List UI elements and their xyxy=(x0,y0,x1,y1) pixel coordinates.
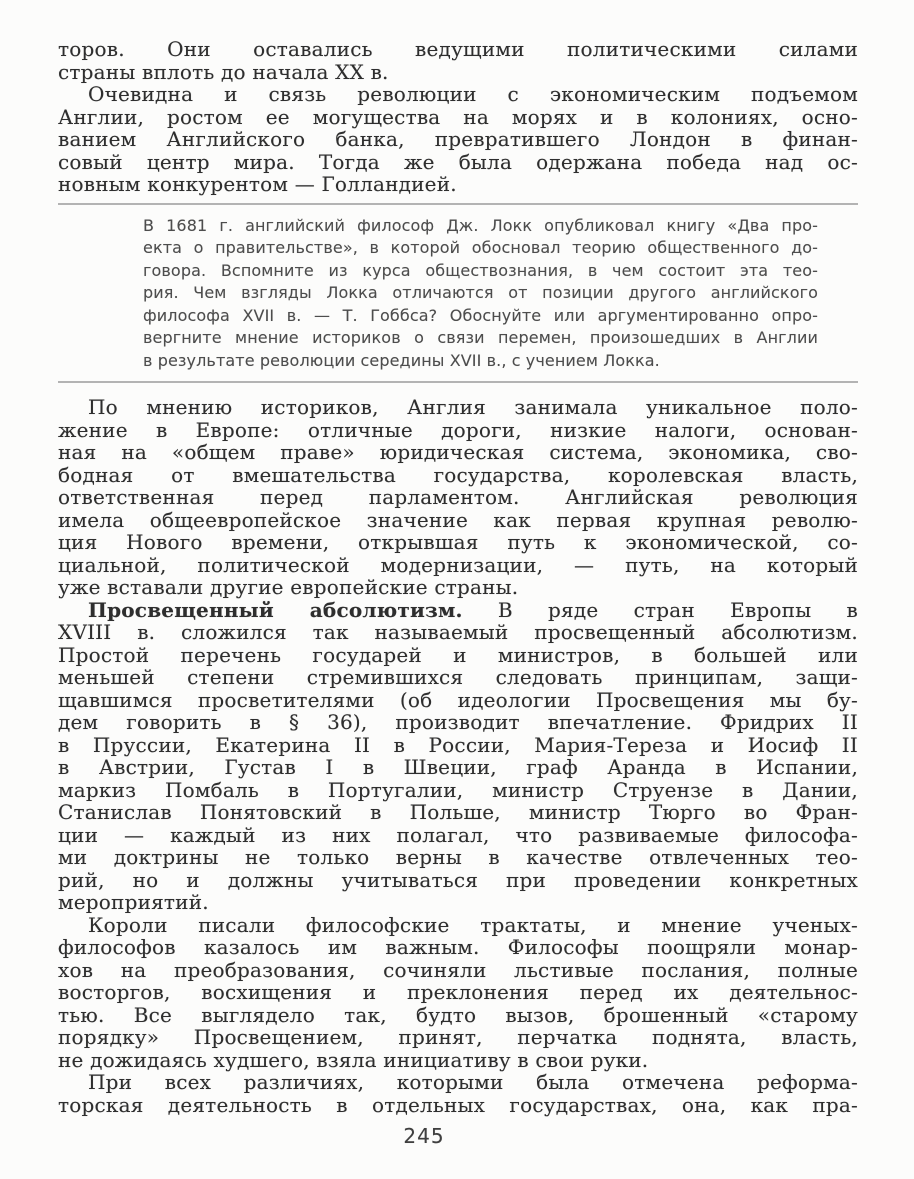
text-line: Станислав Понятовский в Польше, министр Тюрго во Фран- xyxy=(58,800,858,824)
text-line: ми доктрины не только верны в качестве отвлеченных тео- xyxy=(58,845,858,869)
paragraph xyxy=(58,599,858,914)
paragraph xyxy=(58,396,858,599)
text-line: восторгов, восхищения и преклонения перед их деятельнос- xyxy=(58,980,858,1004)
text-line: совый центр мира. Тогда же была одержана победа над ос- xyxy=(58,149,858,174)
paragraph xyxy=(58,914,858,1072)
quote-line: вергните мнение историков о связи перемен, произошедших в Англии xyxy=(143,328,818,347)
paragraph xyxy=(58,83,858,196)
paragraph xyxy=(58,38,858,83)
text-line: хов на преобразования, сочиняли льстивые послания, полные xyxy=(58,957,858,982)
text-line: имела общеевропейское значение как первая крупная револю- xyxy=(58,507,858,532)
text-line: ответственная перед парламентом. Английская революция xyxy=(58,485,858,509)
text-line: ная на «общем праве» юридическая система, экономика, сво- xyxy=(58,440,858,464)
text-line: страны вплоть до начала XX в. xyxy=(58,59,389,84)
text-line: ции — каждый из них полагал, что развиваемые философа- xyxy=(58,822,858,847)
text-line: в Австрии, Густав I в Швеции, граф Аранда в Испании, xyxy=(58,755,858,779)
text-line: не дожидаясь худшего, взяла инициативу в свои руки. xyxy=(58,1047,649,1072)
text-line: Просвещенный абсолютизм. В ряде стран Европы в xyxy=(88,597,858,622)
paragraph xyxy=(58,1071,858,1116)
text-line: мероприятий. xyxy=(58,890,209,914)
quote-line: В 1681 г. английский философ Дж. Локк опубликовал книгу «Два про- xyxy=(143,215,818,235)
section-heading: Просвещенный абсолютизм. xyxy=(88,597,463,622)
text-line: тью. Все выглядело так, будто вызов, брошенный «старому xyxy=(58,1002,858,1027)
text-line: маркиз Помбаль в Португалии, министр Струензе в Дании, xyxy=(58,777,858,802)
text-line: новным конкурентом — Голландией. xyxy=(58,172,457,196)
text-line: жение в Европе: отличные дороги, низкие налоги, основан- xyxy=(58,417,858,442)
text-line: в Пруссии, Екатерина II в России, Мария-Тереза и Иосиф II xyxy=(58,732,858,757)
text-line: философов казалось им важным. Философы поощряли монар- xyxy=(58,935,858,959)
text-line: Англии, ростом ее могущества на морях и в колониях, осно- xyxy=(58,104,858,129)
text-line: ванием Английского банка, превратившего Лондон в финан- xyxy=(58,127,858,151)
text-line: уже вставали другие европейские страны. xyxy=(58,575,519,599)
quote-line: философа XVII в. — Т. Гоббса? Обоснуйте или аргументированно опро- xyxy=(143,305,818,325)
text-line: торов. Они оставались ведущими политическими силами xyxy=(58,37,858,61)
text-line: Простой перечень государей и министров, в большей или xyxy=(58,642,858,667)
page-number: 245 xyxy=(403,1124,445,1148)
text-line: дем говорить в § 36), производит впечатление. Фридрих II xyxy=(58,710,858,734)
text-line: рий, но и должны учитываться при проведении конкретных xyxy=(58,867,858,892)
text-line: торская деятельность в отдельных государствах, она, как пра- xyxy=(58,1092,858,1117)
text-line: Короли писали философские трактаты, и мнение ученых- xyxy=(88,912,858,937)
text-line: XVIII в. сложился так называемый просвещенный абсолютизм. xyxy=(58,620,858,644)
text-line: ция Нового времени, открывшая путь к экономической, со- xyxy=(58,530,858,554)
text-line: При всех различиях, которыми была отмечена реформа- xyxy=(88,1070,858,1094)
quote-line: екта о правительстве», в которой обосновал теорию общественного до- xyxy=(143,238,818,257)
text-line: бодная от вмешательства государства, королевская власть, xyxy=(58,462,858,487)
text-column xyxy=(58,38,858,1148)
text-line: По мнению историков, Англия занимала уникальное поло- xyxy=(88,395,858,419)
question-block xyxy=(58,203,858,384)
quote-line: в результате революции середины XVII в., с учением Локка. xyxy=(143,350,660,370)
quote-line: рия. Чем взгляды Локка отличаются от позиции другого английского xyxy=(143,283,818,302)
text-line: Очевидна и связь революции с экономическим подъемом xyxy=(88,82,858,106)
text-line: порядку» Просвещением, принят, перчатка поднята, власть, xyxy=(58,1025,858,1049)
quote-line: говора. Вспомните из курса обществознания, в чем состоит эта тео- xyxy=(143,260,818,280)
text-line: щавшимся просветителями (об идеологии Просвещения мы бу- xyxy=(58,687,858,712)
text-line: циальной, политической модернизации, — путь, на который xyxy=(58,552,858,577)
text-line: меньшей степени стремившихся следовать принципам, защи- xyxy=(58,665,858,689)
